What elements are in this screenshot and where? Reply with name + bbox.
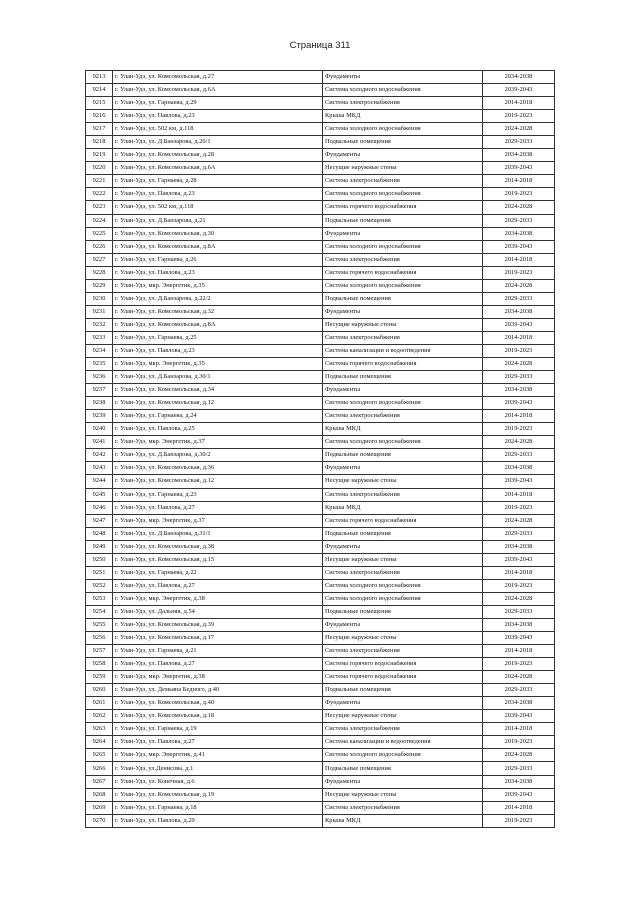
row-work-type: Несущие наружные стены [323, 553, 483, 566]
row-period: 2019-2023 [483, 736, 555, 749]
table-row [86, 579, 555, 592]
row-work-type: Крыша МКД [323, 501, 483, 514]
row-address: г. Улан-Удэ, ул. Гарнаева, д.28 [113, 175, 323, 188]
row-period: 2024-2028 [483, 436, 555, 449]
table-row [86, 266, 555, 279]
row-number: 9255 [86, 618, 113, 631]
table-row [86, 488, 555, 501]
table-row [86, 592, 555, 605]
row-period: 2014-2018 [483, 410, 555, 423]
row-work-type: Фундаменты [323, 618, 483, 631]
row-address: г. Улан-Удэ, ул. Павлова, д.27 [113, 736, 323, 749]
row-address: г. Улан-Удэ, ул. Павлова, д.27 [113, 579, 323, 592]
row-work-type: Система холодного водоснабжения [323, 397, 483, 410]
row-number: 9236 [86, 371, 113, 384]
table-row [86, 514, 555, 527]
table-row [86, 358, 555, 371]
row-period: 2034-2038 [483, 384, 555, 397]
row-number: 9268 [86, 788, 113, 801]
row-number: 9218 [86, 136, 113, 149]
row-period: 2029-2033 [483, 605, 555, 618]
row-number: 9259 [86, 671, 113, 684]
row-number: 9242 [86, 449, 113, 462]
table-row [86, 710, 555, 723]
table-row [86, 305, 555, 318]
row-work-type: Фундаменты [323, 71, 483, 84]
row-period: 2039-2043 [483, 788, 555, 801]
row-work-type: Система холодного водоснабжения [323, 436, 483, 449]
row-work-type: Система электроснабжения [323, 410, 483, 423]
row-work-type: Подвальные помещения [323, 449, 483, 462]
row-address: г. Улан-Удэ, ул. Гарнаева, д.22 [113, 566, 323, 579]
row-address: г. Улан-Удэ, мкр. Энергетик, д.35 [113, 279, 323, 292]
table-row [86, 227, 555, 240]
row-number: 9221 [86, 175, 113, 188]
row-number: 9219 [86, 149, 113, 162]
row-address: г. Улан-Удэ, ул. Д.Банзарова, д.30/2 [113, 449, 323, 462]
row-number: 9263 [86, 723, 113, 736]
row-work-type: Фундаменты [323, 462, 483, 475]
table-row [86, 605, 555, 618]
row-address: г. Улан-Удэ, ул. Комсомольская, д.27 [113, 71, 323, 84]
row-period: 2019-2023 [483, 579, 555, 592]
row-address: г. Улан-Удэ, ул. Гарнаева, д.19 [113, 723, 323, 736]
row-number: 9241 [86, 436, 113, 449]
row-work-type: Система горячего водоснабжения [323, 671, 483, 684]
row-period: 2019-2023 [483, 110, 555, 123]
row-number: 9238 [86, 397, 113, 410]
row-number: 9252 [86, 579, 113, 592]
table-row [86, 397, 555, 410]
registry-table [85, 70, 555, 828]
table-row [86, 449, 555, 462]
table-row [86, 762, 555, 775]
row-number: 9224 [86, 214, 113, 227]
row-number: 9227 [86, 253, 113, 266]
row-address: г. Улан-Удэ, ул. Комсомольская, д.30 [113, 227, 323, 240]
table-row [86, 123, 555, 136]
row-period: 2029-2033 [483, 292, 555, 305]
row-number: 9225 [86, 227, 113, 240]
table-row [86, 749, 555, 762]
row-number: 9253 [86, 592, 113, 605]
row-address: г. Улан-Удэ, ул. Демьяна Бедного, д.40 [113, 684, 323, 697]
page-header: Страница 311 [289, 40, 351, 51]
table-row [86, 788, 555, 801]
table-row [86, 410, 555, 423]
row-period: 2034-2038 [483, 618, 555, 631]
row-period: 2039-2043 [483, 162, 555, 175]
row-work-type: Система электроснабжения [323, 331, 483, 344]
table-row [86, 318, 555, 331]
row-number: 9215 [86, 97, 113, 110]
row-address: г. Улан-Удэ, ул. Павлова, д.29 [113, 814, 323, 827]
row-period: 2024-2028 [483, 123, 555, 136]
table-row [86, 475, 555, 488]
row-address: г. Улан-Удэ, мкр. Энергетик, д.37 [113, 514, 323, 527]
row-number: 9235 [86, 358, 113, 371]
row-work-type: Подвальные помещения [323, 605, 483, 618]
row-work-type: Система горячего водоснабжения [323, 201, 483, 214]
row-work-type: Несущие наружные стены [323, 710, 483, 723]
row-period: 2029-2033 [483, 762, 555, 775]
table-row [86, 801, 555, 814]
row-period: 2029-2033 [483, 371, 555, 384]
row-work-type: Крыша МКД [323, 423, 483, 436]
row-period: 2014-2018 [483, 331, 555, 344]
row-work-type: Подвальные помещения [323, 292, 483, 305]
row-address: г. Улан-Удэ, ул. Комсомольская, д.12 [113, 397, 323, 410]
row-work-type: Система холодного водоснабжения [323, 84, 483, 97]
table-row [86, 671, 555, 684]
row-address: г. Улан-Удэ, ул. Комсомольская, д.34 [113, 384, 323, 397]
row-period: 2019-2023 [483, 344, 555, 357]
row-period: 2019-2023 [483, 501, 555, 514]
table-row [86, 618, 555, 631]
row-address: г. Улан-Удэ, ул. Павлова, д.27 [113, 501, 323, 514]
row-number: 9213 [86, 71, 113, 84]
row-address: г. Улан-Удэ, ул.Денисова, д.1 [113, 762, 323, 775]
row-address: г. Улан-Удэ, ул. Гарнаева, д.29 [113, 97, 323, 110]
row-address: г. Улан-Удэ, ул. Павлова, д.25 [113, 423, 323, 436]
row-number: 9251 [86, 566, 113, 579]
row-number: 9246 [86, 501, 113, 514]
row-period: 2039-2043 [483, 710, 555, 723]
row-period: 2024-2028 [483, 358, 555, 371]
row-address: г. Улан-Удэ, ул. 502 км, д.118 [113, 201, 323, 214]
table-row [86, 684, 555, 697]
row-address: г. Улан-Удэ, ул. Комсомольская, д.6А [113, 84, 323, 97]
row-period: 2039-2043 [483, 397, 555, 410]
table-row [86, 162, 555, 175]
row-address: г. Улан-Удэ, ул. Комсомольская, д.8А [113, 240, 323, 253]
row-work-type: Подвальные помещения [323, 762, 483, 775]
table-row [86, 814, 555, 827]
row-work-type: Система электроснабжения [323, 801, 483, 814]
row-work-type: Фундаменты [323, 384, 483, 397]
row-work-type: Система электроснабжения [323, 645, 483, 658]
row-number: 9229 [86, 279, 113, 292]
row-number: 9220 [86, 162, 113, 175]
row-period: 2034-2038 [483, 697, 555, 710]
row-work-type: Подвальные помещения [323, 527, 483, 540]
row-work-type: Крыша МКД [323, 814, 483, 827]
row-period: 2029-2033 [483, 214, 555, 227]
row-number: 9245 [86, 488, 113, 501]
row-period: 2024-2028 [483, 514, 555, 527]
row-address: г. Улан-Удэ, мкр. Энергетик, д.41 [113, 749, 323, 762]
row-address: г. Улан-Удэ, ул. Д.Банзарова, д.20/1 [113, 136, 323, 149]
row-work-type: Система горячего водоснабжения [323, 658, 483, 671]
row-period: 2039-2043 [483, 632, 555, 645]
table-row [86, 566, 555, 579]
row-period: 2034-2038 [483, 775, 555, 788]
table-row [86, 331, 555, 344]
row-number: 9265 [86, 749, 113, 762]
row-address: г. Улан-Удэ, ул. Комсомольская, д.40 [113, 697, 323, 710]
table-row [86, 110, 555, 123]
row-number: 9240 [86, 423, 113, 436]
row-number: 9249 [86, 540, 113, 553]
table-row [86, 84, 555, 97]
row-number: 9248 [86, 527, 113, 540]
row-work-type: Подвальные помещения [323, 214, 483, 227]
row-number: 9264 [86, 736, 113, 749]
row-number: 9237 [86, 384, 113, 397]
row-number: 9258 [86, 658, 113, 671]
table-row [86, 201, 555, 214]
row-address: г. Улан-Удэ, ул. Павлова, д.23 [113, 110, 323, 123]
row-period: 2014-2018 [483, 566, 555, 579]
row-address: г. Улан-Удэ, ул. Д.Банзарова, д.31/1 [113, 527, 323, 540]
row-work-type: Подвальные помещения [323, 136, 483, 149]
table-row [86, 697, 555, 710]
row-number: 9262 [86, 710, 113, 723]
row-address: г. Улан-Удэ, ул. Комсомольская, д.28 [113, 149, 323, 162]
row-work-type: Система холодного водоснабжения [323, 592, 483, 605]
row-period: 2019-2023 [483, 658, 555, 671]
table-row [86, 97, 555, 110]
row-number: 9223 [86, 201, 113, 214]
row-work-type: Несущие наружные стены [323, 475, 483, 488]
row-work-type: Подвальные помещения [323, 371, 483, 384]
row-period: 2039-2043 [483, 84, 555, 97]
row-number: 9243 [86, 462, 113, 475]
row-number: 9250 [86, 553, 113, 566]
row-number: 9226 [86, 240, 113, 253]
row-period: 2039-2043 [483, 240, 555, 253]
table-row [86, 645, 555, 658]
row-address: г. Улан-Удэ, ул. Комсомольская, д.17 [113, 632, 323, 645]
row-period: 2024-2028 [483, 592, 555, 605]
table-row [86, 188, 555, 201]
row-number: 9217 [86, 123, 113, 136]
row-period: 2034-2038 [483, 227, 555, 240]
table-row [86, 175, 555, 188]
row-address: г. Улан-Удэ, ул. Комсомольская, д.15 [113, 553, 323, 566]
row-work-type: Система холодного водоснабжения [323, 279, 483, 292]
row-period: 2034-2038 [483, 540, 555, 553]
row-work-type: Система холодного водоснабжения [323, 188, 483, 201]
table-row [86, 371, 555, 384]
row-work-type: Фундаменты [323, 149, 483, 162]
table-row [86, 527, 555, 540]
row-address: г. Улан-Удэ, ул. Павлова, д.23 [113, 344, 323, 357]
row-number: 9247 [86, 514, 113, 527]
row-number: 9214 [86, 84, 113, 97]
table-row [86, 240, 555, 253]
row-address: г. Улан-Удэ, ул. Гарнаева, д.23 [113, 488, 323, 501]
row-number: 9228 [86, 266, 113, 279]
table-row [86, 436, 555, 449]
row-address: г. Улан-Удэ, ул. Дальняя, д.54 [113, 605, 323, 618]
row-number: 9216 [86, 110, 113, 123]
table-row [86, 136, 555, 149]
row-address: г. Улан-Удэ, ул. Комсомольская, д.32 [113, 305, 323, 318]
row-work-type: Фундаменты [323, 697, 483, 710]
row-address: г. Улан-Удэ, ул. Павлова, д.23 [113, 266, 323, 279]
row-number: 9269 [86, 801, 113, 814]
row-period: 2039-2043 [483, 318, 555, 331]
row-period: 2019-2023 [483, 188, 555, 201]
row-period: 2014-2018 [483, 97, 555, 110]
row-address: г. Улан-Удэ, ул. Гарнаева, д.25 [113, 331, 323, 344]
row-address: г. Улан-Удэ, ул. Павлова, д.27 [113, 658, 323, 671]
row-address: г. Улан-Удэ, ул. Павлова, д.23 [113, 188, 323, 201]
row-number: 9267 [86, 775, 113, 788]
row-number: 9234 [86, 344, 113, 357]
row-address: г. Улан-Удэ, ул. Гарнаева, д.26 [113, 253, 323, 266]
row-period: 2034-2038 [483, 71, 555, 84]
row-work-type: Несущие наружные стены [323, 788, 483, 801]
row-work-type: Система электроснабжения [323, 488, 483, 501]
row-number: 9261 [86, 697, 113, 710]
row-work-type: Система канализации и водоотведения [323, 344, 483, 357]
row-period: 2019-2023 [483, 423, 555, 436]
row-period: 2024-2028 [483, 279, 555, 292]
row-address: г. Улан-Удэ, ул. Д.Банзарова, д.22/2 [113, 292, 323, 305]
row-address: г. Улан-Удэ, ул. Гарнаева, д.18 [113, 801, 323, 814]
table-row [86, 632, 555, 645]
row-number: 9270 [86, 814, 113, 827]
row-number: 9254 [86, 605, 113, 618]
row-period: 2014-2018 [483, 488, 555, 501]
row-period: 2024-2028 [483, 671, 555, 684]
row-work-type: Система холодного водоснабжения [323, 240, 483, 253]
row-period: 2014-2018 [483, 175, 555, 188]
table-row [86, 253, 555, 266]
row-work-type: Система горячего водоснабжения [323, 514, 483, 527]
row-number: 9260 [86, 684, 113, 697]
row-address: г. Улан-Удэ, ул. Комсомольская, д.19 [113, 788, 323, 801]
table-row [86, 553, 555, 566]
row-address: г. Улан-Удэ, ул. Гарнаева, д.24 [113, 410, 323, 423]
row-work-type: Система холодного водоснабжения [323, 579, 483, 592]
row-number: 9230 [86, 292, 113, 305]
row-address: г. Улан-Удэ, ул. Д.Банзарова, д.21 [113, 214, 323, 227]
row-work-type: Система холодного водоснабжения [323, 749, 483, 762]
row-period: 2029-2033 [483, 449, 555, 462]
row-address: г. Улан-Удэ, ул. Комсомольская, д.6А [113, 162, 323, 175]
table-row [86, 214, 555, 227]
row-period: 2029-2033 [483, 527, 555, 540]
row-work-type: Несущие наружные стены [323, 632, 483, 645]
table-row [86, 292, 555, 305]
table-row [86, 775, 555, 788]
row-work-type: Крыша МКД [323, 110, 483, 123]
table-row [86, 540, 555, 553]
row-address: г. Улан-Удэ, ул. Комсомольская, д.36 [113, 462, 323, 475]
row-work-type: Система горячего водоснабжения [323, 358, 483, 371]
row-work-type: Система холодного водоснабжения [323, 123, 483, 136]
row-work-type: Подвальные помещения [323, 684, 483, 697]
table-row [86, 723, 555, 736]
row-address: г. Улан-Удэ, мкр. Энергетик, д.38 [113, 671, 323, 684]
row-number: 9231 [86, 305, 113, 318]
row-period: 2039-2043 [483, 553, 555, 566]
row-number: 9257 [86, 645, 113, 658]
row-address: г. Улан-Удэ, ул. Комсомольская, д.38 [113, 540, 323, 553]
row-work-type: Система электроснабжения [323, 175, 483, 188]
row-work-type: Система электроснабжения [323, 253, 483, 266]
row-address: г. Улан-Удэ, ул. Конечная, д.6 [113, 775, 323, 788]
row-work-type: Фундаменты [323, 227, 483, 240]
row-number: 9266 [86, 762, 113, 775]
table-row [86, 279, 555, 292]
row-work-type: Фундаменты [323, 540, 483, 553]
row-period: 2024-2028 [483, 749, 555, 762]
row-period: 2034-2038 [483, 305, 555, 318]
row-address: г. Улан-Удэ, мкр. Энергетик, д.38 [113, 592, 323, 605]
row-period: 2029-2033 [483, 684, 555, 697]
row-work-type: Несущие наружные стены [323, 162, 483, 175]
row-number: 9222 [86, 188, 113, 201]
row-address: г. Улан-Удэ, ул. Комсомольская, д.18 [113, 710, 323, 723]
row-address: г. Улан-Удэ, ул. Комсомольская, д.39 [113, 618, 323, 631]
row-address: г. Улан-Удэ, ул. 502 км, д.118 [113, 123, 323, 136]
row-period: 2024-2028 [483, 201, 555, 214]
row-period: 2014-2018 [483, 801, 555, 814]
row-address: г. Улан-Удэ, ул. Комсомольская, д.12 [113, 475, 323, 488]
row-number: 9244 [86, 475, 113, 488]
table-row [86, 384, 555, 397]
row-address: г. Улан-Удэ, ул. Комсомольская, д.8А [113, 318, 323, 331]
row-work-type: Система электроснабжения [323, 723, 483, 736]
row-period: 2019-2023 [483, 814, 555, 827]
row-work-type: Система электроснабжения [323, 97, 483, 110]
registry-table-body [86, 71, 555, 828]
row-period: 2029-2033 [483, 136, 555, 149]
row-work-type: Система канализации и водоотведения [323, 736, 483, 749]
row-address: г. Улан-Удэ, ул. Гарнаева, д.21 [113, 645, 323, 658]
row-work-type: Система горячего водоснабжения [323, 266, 483, 279]
row-work-type: Фундаменты [323, 775, 483, 788]
row-period: 2014-2018 [483, 723, 555, 736]
row-period: 2034-2038 [483, 462, 555, 475]
table-row [86, 149, 555, 162]
table-row [86, 658, 555, 671]
table-row [86, 344, 555, 357]
table-row [86, 501, 555, 514]
table-row [86, 71, 555, 84]
row-address: г. Улан-Удэ, ул. Д.Банзарова, д.30/1 [113, 371, 323, 384]
row-period: 2039-2043 [483, 475, 555, 488]
row-address: г. Улан-Удэ, мкр. Энергетик, д.37 [113, 436, 323, 449]
table-row [86, 462, 555, 475]
row-number: 9232 [86, 318, 113, 331]
row-work-type: Несущие наружные стены [323, 318, 483, 331]
row-number: 9256 [86, 632, 113, 645]
table-row [86, 423, 555, 436]
row-work-type: Фундаменты [323, 305, 483, 318]
table-row [86, 736, 555, 749]
row-period: 2034-2038 [483, 149, 555, 162]
row-period: 2014-2018 [483, 253, 555, 266]
row-number: 9233 [86, 331, 113, 344]
row-period: 2014-2018 [483, 645, 555, 658]
row-address: г. Улан-Удэ, мкр. Энергетик, д.35 [113, 358, 323, 371]
row-period: 2019-2023 [483, 266, 555, 279]
row-number: 9239 [86, 410, 113, 423]
row-work-type: Система электроснабжения [323, 566, 483, 579]
